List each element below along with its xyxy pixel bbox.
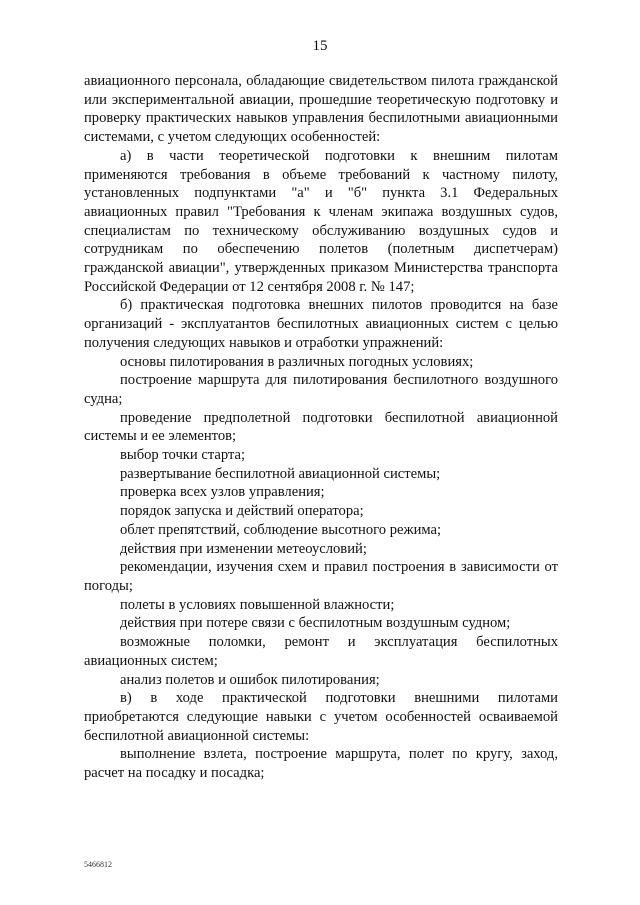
text-line: или экспериментальной авиации, прошедшие теоретическую подготовку и [84,91,558,108]
text-line: расчет на посадку и посадка; [84,765,265,782]
text-line: анализ полетов и ошибок пилотирования; [120,671,380,688]
text-line: в) в ходе практической подготовки внешними пилотами [120,690,558,707]
text-line: авиационных правил "Требования к членам экипажа воздушных судов, [84,203,558,220]
text-line: применяются требования в объеме требований к частному пилоту, [84,166,558,183]
text-line: организаций - эксплуатантов беспилотных авиационных систем с целью [84,316,558,333]
text-line: гражданской авиации", утвержденных приказом Министерства транспорта [84,260,558,277]
text-line: действия при изменении метеоусловий; [120,540,367,557]
text-line: сотрудникам по обеспечению полетов (полетным диспетчерам) [84,241,558,258]
text-line: облет препятствий, соблюдение высотного режима; [120,521,442,538]
text-line: Российской Федерации от 12 сентября 2008 г. № 147; [84,278,415,295]
text-line: погоды; [84,577,133,594]
text-line: авиационных систем; [84,652,218,669]
text-line: установленных подпунктами "а" и "б" пункта 3.1 Федеральных [84,185,558,202]
text-line: получения следующих навыков и отработки упражнений: [84,334,444,351]
text-line: проверка всех узлов управления; [120,484,325,501]
text-line: приобретаются следующие навыки с учетом особенностей осваиваемой [84,708,558,725]
page-number: 15 [312,38,328,54]
text-line: авиационного персонала, обладающие свидетельством пилота гражданской [84,73,558,89]
text-line: системами, с учетом следующих особенностей: [84,129,381,146]
text-line: беспилотной авиационной системы: [84,727,310,744]
text-line: б) практическая подготовка внешних пилотов проводится на базе [120,297,558,314]
text-line: действия при потере связи с беспилотным воздушным судном; [120,615,511,632]
text-line: рекомендации, изучения схем и правил построения в зависимости от [120,559,558,576]
document-body [84,72,558,783]
text-line: выполнение взлета, построение маршрута, полет по кругу, заход, [120,746,558,763]
text-line: развертывание беспилотной авиационной системы; [120,465,441,482]
text-line: проведение предполетной подготовки беспилотной авиационной [120,409,558,426]
text-line: судна; [84,390,123,407]
text-line: порядок запуска и действий оператора; [120,503,364,520]
text-line: основы пилотирования в различных погодных условиях; [120,353,474,370]
text-line: а) в части теоретической подготовки к внешним пилотам [120,147,558,164]
document-code: 5466812 [84,860,112,869]
text-line: проверку практических навыков управления беспилотными авиационными [84,110,558,127]
text-line: построение маршрута для пилотирования беспилотного воздушного [120,372,558,389]
text-line: выбор точки старта; [120,447,246,464]
text-line: возможные поломки, ремонт и эксплуатация беспилотных [120,634,558,651]
text-line: полеты в условиях повышенной влажности; [120,596,395,613]
text-line: системы и ее элементов; [84,428,237,445]
text-line: специалистам по техническому обслуживанию воздушных судов и [84,222,558,239]
